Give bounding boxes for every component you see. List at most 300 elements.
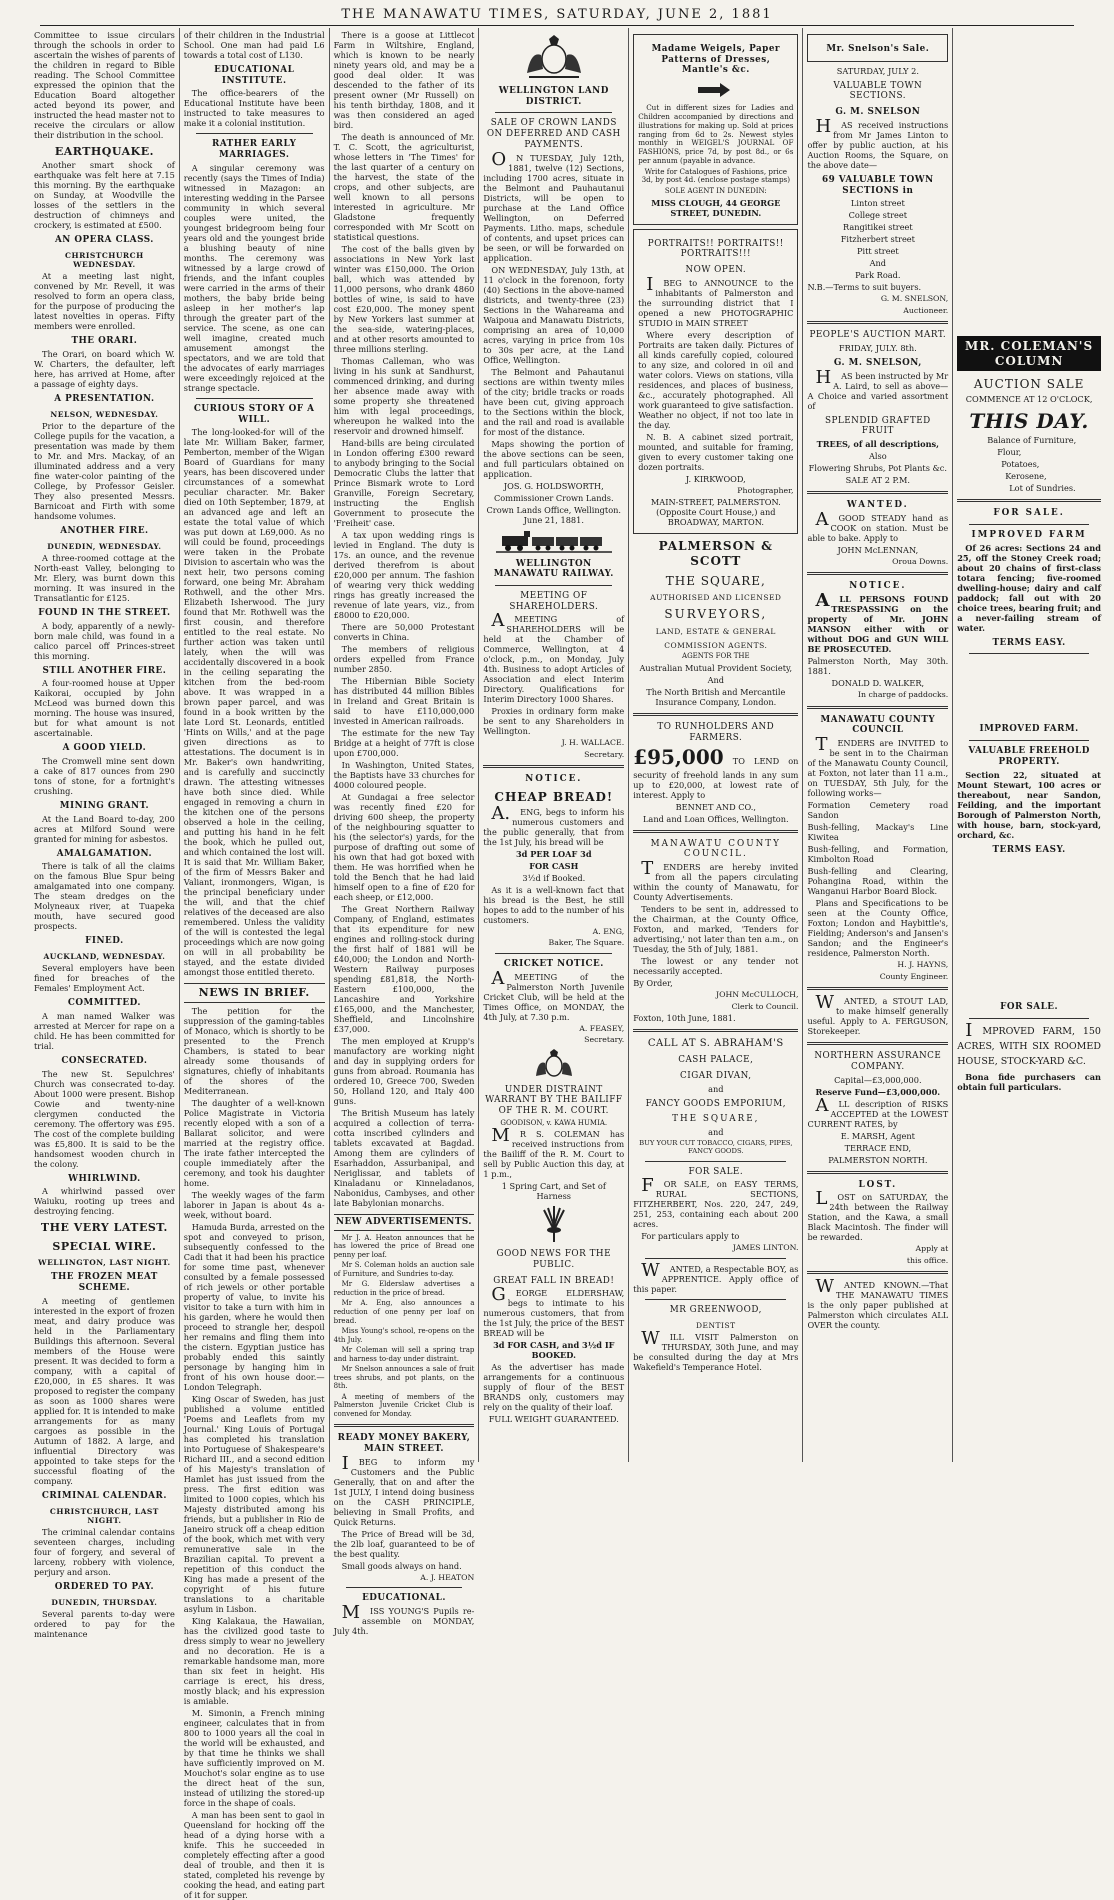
dateline: NELSON, WEDNESDAY. — [50, 409, 159, 419]
ad-text: Write for Catalogues of Fashions, price 3d, by post 4d. (enclose postage stamps) — [641, 166, 791, 185]
ad-heading: READY MONEY BAKERY, MAIN STREET. — [337, 1433, 471, 1455]
ad-heading: WELLINGTON LAND DISTRICT. — [498, 86, 609, 107]
ad-heading: PORTRAITS!! PORTRAITS!! PORTRAITS!!! — [647, 238, 784, 260]
ad-text: ALL description of RISKS ACCEPTED at the LOWEST CURRENT RATES, by — [807, 1094, 949, 1129]
headline: AMALGAMATION. — [56, 848, 153, 859]
ad-heading: NORTHERN ASSURANCE COMPANY. — [814, 1051, 942, 1072]
article-text: A three-roomed cottage at the North-east Valley, belonging to Mr. Elery, was burnt down this morning. It was insured in the Transatlantic for £125. — [34, 552, 175, 603]
headline: THE VERY LATEST. — [40, 1221, 168, 1235]
ad-text: The Belmont and Pahautanui sections are within twenty miles of the city; bridle tracks or roads have been cut, giving approach to the Sections within the block, and the rail and road is available for most of the distance. — [483, 366, 625, 437]
ad-heading: Madame Weigels, Paper Patterns of Dresses, Mantle's &c. — [651, 44, 781, 76]
notice-text: A meeting of members of the Palmerston Juvenile Cricket Club is convened for Monday. — [333, 1392, 475, 1418]
ad-heading: AUCTION SALE — [973, 377, 1085, 392]
divider — [807, 321, 948, 324]
price-line: 3d PER LOAF 3d — [515, 848, 592, 859]
column-4 — [479, 28, 629, 1462]
ad-signature: J. H. WALLACE. — [561, 738, 625, 748]
ad-text: ON WEDNESDAY, July 13th, at 11 o'clock in the forenoon, forty (40) Sections in the above-named districts, and twenty-three (23) Sections in the Wahareama and Waipoua and Manawatu Districts, comprising an area of 10,000 acres, varying in price from 10s to 30s per acre, at the Land Office, Wellington. — [483, 264, 625, 365]
headline: THE ORARI. — [71, 336, 138, 347]
divider — [495, 953, 612, 954]
headline: FINED. — [85, 936, 124, 947]
headline: COMMITTED. — [67, 998, 141, 1009]
article-text: The members of religious orders expelled from France number 2850. — [333, 644, 475, 674]
article-text: A singular ceremony was recently (says the Times of India) witnessed in Mazagon: an interesting wedding in the Parsee community in which several couples were united, the youngest bridegroom being four years old and the youngest bride a blushing beauty of nine months. The ceremony was witnessed by a large crowd of friends, and the infant couples were carried in the arms of their mothers, the baby bride being asleep in her mother's lap through the greater part of the service. The scene, as one can well imagine, created much amusement amongst the spectators, and we are told that the advocates of early marriages were exceedingly rejoiced at the strange spectacle. — [183, 162, 325, 393]
headline: EARTHQUAKE. — [54, 145, 154, 158]
ad-signature: Land and Loan Offices, Wellington. — [643, 813, 789, 824]
price-line: 3d FOR CASH, and 3½d IF BOOKED. — [493, 1340, 615, 1361]
ad-heading: FOR SALE. — [1000, 1002, 1059, 1013]
article-text: At a meeting last night, convened by Mr. Revell, it was resolved to form an opera class, for the purpose of producing the latest novelties in operas. Fifty members were enrolled. — [34, 271, 175, 332]
loan-amount: £95,000 — [633, 745, 724, 770]
ad-text: FOR SALE, on EASY TERMS, RURAL SECTIONS, FITZHERBERT, Nos. 220, 247, 249, 251, 253, containing each about 200 acres. — [633, 1175, 799, 1230]
ad-heading: UNDER DISTRAINT WARRANT BY THE BAILIFF OF THE R. M. COURT. — [485, 1084, 623, 1116]
headline: A PRESENTATION. — [54, 394, 155, 405]
notice-text: Mr G. Elderslaw advertises a reduction in the price of bread. — [333, 1280, 475, 1297]
ad-heading: Mr. Snelson's Sale. — [826, 44, 930, 54]
ad-text: Reserve Fund—£3,000,000. — [815, 1086, 941, 1097]
ad-heading: GOOD NEWS FOR THE PUBLIC. — [496, 1249, 612, 1270]
divider — [969, 740, 1089, 741]
ad-signature: H. J. HAYNS, — [897, 960, 949, 970]
ad-heading: SURVEYORS, — [664, 607, 768, 622]
headline: A GOOD YIELD. — [62, 743, 147, 754]
article-text: There is talk of all the claims on the famous Blue Spur being amalgamated into one company. The steam dredges on the Molyneaux river, at Tuapeka mouth, have secured good prospects. — [34, 861, 175, 932]
ad-signature: TERRACE END, — [844, 1142, 912, 1153]
ad-text: Small goods always on hand. — [341, 1560, 462, 1571]
divider — [807, 1271, 948, 1274]
ad-text: Maps showing the portion of the above sections can be seen, and full particulars obtained on application. — [483, 438, 625, 479]
ad-heading: FOR SALE. — [993, 508, 1065, 519]
blank-space — [957, 659, 1101, 719]
ad-text: TENDERS are hereby invited from all the papers circulating within the county of Manawatu, for County Advertisements. — [633, 858, 799, 903]
ad-heading: SALE OF CROWN LANDS ON DEFERRED AND CASH PAYMENTS. — [486, 118, 621, 150]
article-text: Several parents to-day were ordered to pay for the maintenance — [34, 1608, 175, 1639]
ad-box — [633, 229, 798, 535]
ad-heading: MR GREENWOOD, — [669, 1304, 762, 1315]
ad-text: The lowest or any tender not necessarily accepted. — [633, 956, 799, 977]
ad-text: N. B. A cabinet sized portrait, mounted, and suitable for framing, given to every customer taking one dozen portraits. — [638, 431, 794, 472]
street-item: Fitzherbert street — [840, 234, 915, 245]
newspaper-page — [30, 28, 1105, 1900]
ad-heading: IMPROVED FARM. — [979, 724, 1079, 735]
divider — [196, 133, 313, 134]
royal-crest-icon — [519, 33, 589, 81]
article-text: of their children in the Industrial School. One man had paid L6 towards a total cost of L130. — [183, 30, 325, 60]
ad-signature: J. KIRKWOOD, — [685, 473, 746, 484]
ad-text: HAS been instructed by Mr A. Laird, to sell as above— A Choice and varied assortment of — [807, 366, 949, 411]
headline: NEW ADVERTISEMENTS. — [334, 1214, 475, 1231]
headline: CURIOUS STORY OF A WILL. — [193, 403, 315, 425]
ad-heading: THIS DAY. — [969, 408, 1089, 433]
ad-text: WANTED, a STOUT LAD, to make himself generally useful. Apply to A. FERGUSON, Storekeeper. — [807, 992, 949, 1037]
divider — [807, 572, 948, 575]
ad-heading: CASH PALACE, — [678, 1055, 754, 1066]
headline: NEWS IN BRIEF. — [184, 983, 325, 1002]
column-2 — [180, 28, 330, 1900]
divider — [957, 499, 1101, 502]
headline: EDUCATIONAL INSTITUTE. — [214, 65, 295, 86]
headline: RATHER EARLY MARRIAGES. — [212, 139, 297, 161]
ad-heading: CIGAR DIVAN, — [680, 1071, 752, 1081]
dateline: DUNEDIN, THURSDAY. — [51, 1597, 158, 1607]
ad-heading: FOR SALE. — [688, 1166, 744, 1177]
ad-heading: MEETING OF SHAREHOLDERS. — [509, 591, 599, 612]
ad-text: Also — [869, 451, 887, 462]
article-text: A body, apparently of a newly-born male child, was found in a calico parcel off Princes-street this morning. — [34, 620, 175, 661]
ad-text: As it is a well-known fact that his bread is the Best, he still hopes to add to the number of his customers. — [483, 884, 625, 925]
works-item: Bush-felling, and Formation, Kimbolton Road — [807, 844, 949, 865]
notice-text: Miss Young's school, re-opens on the 4th July. — [333, 1327, 475, 1344]
street-item: College street — [848, 210, 908, 221]
works-item: Bush-felling and Clearing, Pohangina Road, within the Wanganui Harbor Board Block. — [807, 866, 949, 897]
ad-heading: CHEAP BREAD! — [494, 790, 614, 805]
divider — [645, 1161, 786, 1162]
column-7 — [953, 28, 1105, 1462]
ad-text: Palmerston North, May 30th. 1881. — [807, 656, 949, 677]
column-1 — [30, 28, 180, 1639]
ad-signature: this office. — [906, 1255, 949, 1265]
ad-heading: AUTHORISED AND LICENSED — [650, 593, 782, 603]
headline: THE FROZEN MEAT SCHEME. — [50, 1272, 158, 1294]
ad-text: TENDERS are INVITED to be sent in to the Chairman of the Manawatu County Council, at Foxton, not later than 11 a.m., on TUESDAY, 5th July, for the following works— — [807, 734, 949, 799]
price-line: FOR CASH — [529, 860, 579, 871]
ad-heading: PEOPLE'S AUCTION MART. — [809, 330, 947, 341]
headline: FOUND IN THE STREET. — [38, 607, 171, 618]
ad-heading: MANAWATU COUNTY COUNCIL — [820, 714, 936, 736]
ad-text: Bona fide purchasers can obtain full particulars. — [957, 1071, 1101, 1092]
ad-heading: FANCY GOODS EMPORIUM, — [645, 1098, 787, 1109]
ad-text: SOLE AGENT IN DUNEDIN: — [664, 187, 767, 196]
divider — [969, 1018, 1089, 1019]
article-text: The criminal calendar contains seventeen charges, including four of forgery, and several of larceny, robbery with violence, perjury and arson. — [34, 1526, 175, 1577]
ad-heading: MANAWATU COUNTY COUNCIL. — [650, 838, 781, 860]
ad-text: IBEG to inform my Customers and the Public Generally, that on and after the 1st JULY, I intend doing business on the CASH PRINCIPLE, believing in Small Profits, and Quick Returns. — [333, 1452, 475, 1527]
ad-signature: A. ENG, — [592, 926, 625, 936]
notice-text: Mr A. Eng, also announces a reduction of one penny per loaf on bread. — [333, 1299, 475, 1325]
hand-pointing-icon — [696, 79, 736, 101]
ad-signature: Secretary. — [584, 749, 625, 759]
ad-signature: MAIN-STREET, PALMERSTON. (Opposite Court House,) and BROADWAY, MARTON. — [650, 497, 781, 528]
article-text: Another smart shock of earthquake was felt here at 7.15 this morning. By the earthquake on Sunday, at Woodville the losses of the settlers in the destruction of chimneys and crockery, is estimated at £500. — [34, 160, 175, 231]
ad-text: N.B.—Terms to suit buyers. — [807, 282, 922, 293]
ad-text: IBEG to ANNOUNCE to the inhabitants of Palmerston and the surrounding district that I opened a new PHOTOGRAPHIC STUDIO in MAIN STREET — [638, 273, 794, 328]
ad-signature: Oroua Downs. — [892, 556, 949, 566]
article-text: Hand-bills are being circulated in London offering £300 reward to anybody bringing to the Social Democratic Clubs the latter that Prince Bismark wrote to Lord Granville, Foreign Secretary, instructing the English Government to prosecute the 'Freiheit' case. — [333, 438, 475, 528]
ad-heading: WANTED. — [846, 500, 909, 511]
ad-signature: A. FEASEY, — [579, 1023, 625, 1033]
ad-heading: TERMS EASY. — [992, 844, 1066, 855]
ad-text: And — [707, 674, 725, 685]
ad-signature: A. J. HEATON — [420, 1572, 475, 1582]
article-text: The Cromwell mine sent down a cake of 817 ounces from 290 tons of stone, for a fortnight's crushing. — [34, 756, 175, 796]
notice-text: Mr Snelson announces a sale of fruit trees shrubs, and pot plants, on the 8th. — [333, 1365, 475, 1391]
article-text: Hamuda Burda, arrested on the spot and conveyed to prison, subsequently confessed to the Cadi that it had been his practice for some time past, whenever consulted by a female possessed of rich jewels or other portable property of value, to invite his visitor to take a turn with him in his garden, where he would then proceed to strangle her, despoil her remains and fling them into the cistern. Egyptian justice has probably ended this saintly personage by hanging him in front of his own house door.—London Telegraph. — [183, 1221, 325, 1392]
ad-heading: THE SQUARE, — [665, 573, 766, 588]
works-item: Bush-felling, Mackay's Line Kiwitea — [807, 822, 949, 843]
divider — [645, 1299, 786, 1300]
ad-heading: NOTICE. — [849, 581, 907, 592]
column-6 — [803, 28, 953, 1462]
headline: CRIMINAL CALENDAR. — [41, 1490, 167, 1501]
lot-item: Flour, — [997, 447, 1022, 458]
lot-item: Balance of Furniture, — [987, 435, 1077, 446]
divider — [645, 1258, 786, 1259]
ad-text: Where every description of Portraits are taken daily. Pictures of all kinds carefully copied, coloured to any size, and colored in oil and water colors. Views on stations, villa residences, and places of business, &c., accurately photographed. All work guaranteed to give satisfaction. Weather no object, if not too late in the day. — [638, 329, 794, 430]
ad-text: and — [708, 1127, 724, 1138]
article-text: The cost of the balls given by associations in New York last winter was £150,000. The Orion ball, which was attended by 11,000 persons, who drank 4860 bottles of wine, is said to have cost £20,000. The money spent by New Yorkers last summer at the sea-side, watering-places, and at other resorts amounted to three millions sterling. — [333, 244, 475, 354]
ad-heading: PALMERSON & SCOTT — [658, 539, 774, 568]
ad-heading: VALUABLE TOWN SECTIONS. — [833, 80, 923, 102]
article-text: A tax upon wedding rings is levied in England. The duty is 17s. an ounce, and the revenue derived therefrom is about £20,000 per annum. The fashion of wearing very thick wedding rings has greatly increased the revenue of late years, viz., from £8000 to £20,000. — [333, 530, 475, 620]
headline: SPECIAL WIRE. — [52, 1239, 157, 1253]
street-item: Park Road. — [855, 270, 901, 281]
lot-item: Potatoes, — [1001, 459, 1040, 470]
ad-signature: Photographer, — [737, 485, 794, 495]
ad-text: AGENTS FOR THE — [682, 652, 750, 661]
sale-date: FRIDAY, JULY. 8th. — [838, 343, 917, 354]
royal-crest-icon — [532, 1048, 576, 1080]
ad-signature: Clerk to Council. — [731, 1001, 799, 1011]
ad-text: COMMENCE AT 12 O'CLOCK, — [965, 393, 1093, 404]
ad-text: TO LEND on security of freehold lands in any sum up to £20,000, at lowest rate of interest. Apply to — [633, 756, 799, 800]
ad-text: ALL PERSONS FOUND TRESPASSING on the property of Mr. JOHN MANSON either with or without DOG and GUN WILL BE PROSECUTED. — [807, 590, 949, 655]
train-icon — [494, 528, 614, 554]
ad-text: The Price of Bread will be 3d, the 2lb loaf, guaranteed to be of the best quality. — [333, 1528, 475, 1559]
article-text: At the Land Board to-day, 200 acres at Milford Sound were granted for mining for asbestos. — [34, 813, 175, 844]
divider — [483, 765, 624, 768]
article-text: There is a goose at Littlecot Farm in Wiltshire, England, which is known to be nearly ninety years old, and may be a good deal older. It was descended to the father of its present owner (Mr Russell) on his tenth birthday, 1808, and it was then considered an aged bird. — [333, 30, 475, 130]
ad-text: WILL VISIT Palmerston on THURSDAY, 30th June, and may be consulted during the day at Mrs Wakefield's Temperance Hotel. — [633, 1327, 799, 1372]
divider — [807, 987, 948, 990]
article-text: King Kalakaua, the Hawaiian, has the civilized good taste to dress simply to wear no jewellery and no decoration. He is a remarkable handsome man, more than six feet in height. His carriage is erect, his dress, mostly black; and his expression is amiable. — [183, 1615, 325, 1706]
article-text: Thomas Calleman, who was living in his sunk at Sandhurst, commenced drinking, and during her absence made away with some property she threatened him with legal proceedings, whereupon he walked into the reservoir and drowned himself. — [333, 356, 475, 436]
article-text: A whirlwind passed over Waiuku, rooting up trees and destroying fencing. — [34, 1186, 175, 1217]
article-text: The Hibernian Bible Society has distributed 44 million Bibles in Ireland and Great Britain is said to have £110,000,000 invested in American railroads. — [333, 676, 475, 726]
ad-signature: By Order, — [633, 978, 673, 989]
article-text: A man named Walker was arrested at Mercer for rape on a child. He has been committed for trial. — [34, 1011, 175, 1052]
article-text: The new St. Sepulchres' Church was consecrated to-day. About 1000 were present. Bishop Cowie and twenty-nine clergymen conducted the ceremony. The offertory was £95. The cost of the complete building was £5,800. It is said to be the handsomest wooden church in the colony. — [34, 1068, 175, 1169]
ad-text: AMEETING of SHAREHOLDERS will be held at the Chamber of Commerce, Wellington, at 4 o'clock, p.m., on Monday, July 4th. Business to adopt Articles of Association and elect Interim Directory. Qualifications for Interim Directory 1000 Shares. — [483, 610, 625, 705]
ad-heading: VALUABLE FREEHOLD PROPERTY. — [968, 746, 1090, 767]
article-text: Committee to issue circulars through the schools in order to ascertain the wishes of parents of the children in regard to Bible reading. The School Committee expressed the opinion that the Education Board altogether acted beyond its power, and instructed the head master not to receive the circulars or allow their distribution in the school. — [34, 30, 175, 140]
article-text: The men employed at Krupp's manufactory are working night and day in supplying orders for guns from abroad. Roumania has ordered 10, Greece 700, Sweden 50, Holland 120, and Italy 400 guns. — [333, 1036, 475, 1106]
article-text: The petition for the suppression of the gaming-tables of Monaco, which is shortly to be presented to the French Chambers, is stated to bear already some thousands of signatures, chiefly of inhabitants of the shores of the Mediterranean. — [183, 1005, 325, 1096]
ad-signature: Apply at — [915, 1244, 949, 1254]
ad-signature: JAMES LINTON. — [732, 1243, 799, 1253]
notice-text: Mr J. A. Heaton announces that he has lowered the price of Bread one penny per loaf. — [333, 1233, 475, 1259]
article-text: In Washington, United States, the Baptists have 33 churches for 4000 coloured people. — [333, 760, 475, 790]
ad-text: AGOOD STEADY hand as COOK on station. Must be able to bake. Apply to — [807, 508, 949, 543]
column-banner: MR. COLEMAN'S COLUMN — [957, 336, 1101, 371]
ad-text: AMEETING of the Palmerston North Juvenile Cricket Club, will be held at the Times Office, on MONDAY, the 4th July, at 7.30 p.m. — [483, 967, 625, 1022]
article-text: Several employers have been fined for breaches of the Females' Employment Act. — [34, 963, 175, 994]
divider — [495, 112, 612, 113]
ad-heading: CALL AT S. ABRAHAM'S — [647, 1038, 784, 1050]
street-item: Rangitikei street — [842, 222, 913, 233]
ad-text: LOST on SATURDAY, the 24th between the Railway Station, and the Kawa, a small Black Macintosh. The finder will be rewarded. — [807, 1188, 949, 1243]
ad-text: Proxies in ordinary form make be sent to any Shareholders in Wellington. — [483, 706, 625, 737]
ad-heading: NOW OPEN. — [685, 265, 747, 276]
article-text: M. Simonin, a French mining engineer, calculates that in from 800 to 1000 years all the coal in the world will be exhausted, and by that time he thinks we shall have sufficiently improved on M. Mouchot's solar engine as to use the direct heat of the sun, instead of utilizing the stored-up force in the shape of coals. — [183, 1707, 325, 1808]
ad-signature: JOHN McLENNAN, — [837, 544, 919, 555]
ad-signature: Commissioner Crown Lands. — [494, 492, 614, 503]
ad-text: SALE AT 2 P.M. — [845, 475, 910, 486]
ad-signature: Baker, The Square. — [548, 938, 625, 948]
dateline: WELLINGTON, LAST NIGHT. — [38, 1258, 171, 1268]
ad-text: MISS YOUNG'S Pupils re-assemble on MONDAY, July 4th. — [333, 1602, 475, 1636]
article-text: The Great Northern Railway Company, of England, estimates that its expenditure for new engines and rolling-stock during the first half of 1881 will be £40,000; the London and North-Western Railway purposes spending £81,818, the North-Eastern £100,000, the Lancashire and Yorkshire £165,000, and the Manchester, Sheffield, and Lincolnshire £37,000. — [333, 904, 475, 1034]
ad-text: WANTED KNOWN.—That THE MANAWATU TIMES is the only paper published at Palmerston which circulates ALL OVER the county. — [807, 1276, 949, 1331]
ad-heading: TO RUNHOLDERS AND FARMERS. — [657, 721, 775, 743]
ad-signature: E. MARSH, Agent — [840, 1130, 915, 1141]
divider — [969, 653, 1089, 654]
case-title: GOODISON, v. KAWA HUMIA. — [500, 1118, 608, 1127]
sale-date: SATURDAY, JULY 2. — [836, 65, 919, 76]
ad-heading: WELLINGTON MANAWATU RAILWAY. — [493, 558, 614, 580]
article-text: The death is announced of Mr. T. C. Scott, the agriculturist, whose letters in 'The Times' for the last quarter of a century on the harvest, the state of the crops, and other subjects, are well known to all persons interested in agriculture. Mr Gladstone frequently corresponded with Mr Scott on statistical questions. — [333, 132, 475, 242]
ad-text: GEORGE ELDERSHAW, begs to intimate to his numerous customers, that from the 1st July, the price of the BEST BREAD will be — [483, 1284, 625, 1339]
divider — [495, 585, 612, 586]
ad-heading: SPLENDID GRAFTED FRUIT — [824, 415, 931, 437]
ad-text: IMPROVED FARM, 150 ACRES, WITH SIX ROOMED HOUSE, STOCK-YARD &C. — [957, 1020, 1101, 1068]
ad-text: Plans and Specifications to be seen at the County Office, Foxton; London and Haybittle's, Fielding; Anderson's and Jansen's Sandon; and the Engineer's residence, Palmerston North. — [807, 898, 949, 959]
ad-text: The North British and Mercantile Insurance Company, London. — [646, 686, 786, 707]
ad-box — [807, 34, 948, 62]
lot-item: Kerosene, — [1005, 471, 1047, 482]
divider — [334, 1424, 475, 1427]
headline: WHIRLWIND. — [68, 1173, 141, 1184]
headline: ORDERED TO PAY. — [54, 1581, 155, 1592]
ad-signature: G. M. SNELSON, — [880, 294, 949, 304]
divider — [346, 1587, 463, 1588]
ad-text: A.ENG, begs to inform his numerous customers and the public generally, that from the 1st July, his bread will be — [483, 802, 625, 847]
divider — [807, 1042, 948, 1045]
ad-text: For particulars apply to — [641, 1231, 740, 1242]
ad-heading: GREAT FALL IN BREAD! — [493, 1275, 615, 1286]
ad-heading: LOST. — [858, 1179, 898, 1190]
ad-text: HAS received instructions from Mr James Linton to offer by public auction, at his Auction Rooms, the Square, on the above date— — [807, 115, 949, 170]
article-text: The British Museum has lately acquired a collection of terra-cotta inscribed cylinders and tablets excavated at Bagdad. Among them are cylinders of Esarhaddon, Assurbanipal, and Neriglissar, and tablets of Kinaladanu or Kinneladanos, Nabonidus, Cambyses, and other late Babylonian monarchs. — [333, 1108, 475, 1208]
ad-heading: 69 VALUABLE TOWN SECTIONS in — [821, 174, 934, 196]
headline: AN OPERA CLASS. — [54, 235, 154, 246]
ad-signature: PALMERSTON NORTH. — [828, 1154, 928, 1165]
divider — [633, 713, 798, 716]
divider — [633, 1029, 798, 1032]
divider — [969, 524, 1089, 525]
ad-signature: DONALD D. WALKER, — [831, 678, 925, 689]
ad-signature: JOHN McCULLOCH, — [715, 990, 799, 1000]
ad-signature: Auctioneer. — [903, 305, 949, 315]
ad-heading: CRICKET NOTICE. — [503, 958, 604, 969]
ad-heading: COMMISSION AGENTS. — [664, 641, 768, 651]
price-line: 3½d if Booked. — [522, 872, 586, 883]
ad-signature: Secretary. — [584, 1035, 625, 1045]
ad-text: 1 Spring Cart, and Set of Harness — [501, 1181, 606, 1202]
article-text: The estimate for the new Tay Bridge at a height of 77ft is close upon £700,000. — [333, 728, 475, 758]
divider — [633, 830, 798, 833]
article-text: The long-looked-for will of the late Mr. William Baker, farmer, Pemberton, member of the Wigan Board of Guardians for many years, has been discovered under circumstances of a somewhat peculiar character. Mr. Baker died on 10th September, 1879, at an advanced age and left an estate the total value of which was put down at L69,000. As no will could be found, proceedings were taken in the Probate Division to ascertain who was the next heir, two persons coming forward, one being Mr. Abraham Rothwell, and the other Mrs. Elizabeth Isherwood. The jury found that Mr. Rothwell was the first cousin, and therefore entitled to the real estate. No further action was taken until lately, when the will was accidentally discovered in a book in the ceiling separating the kitchen from the bed-room above. It was wrapped in a brown paper parcel, and was found in a book written by the late Lord St. Leonards, entitled 'Hints on Wills,' and at the page given directions as to attestations. The document is in Mr. Baker's own handwriting, and is carefully and succinctly drawn. The attesting witnesses have both since died. While engaged in removing a churn in the kitchen one of the persons observed a hole in the ceiling, and putting his hand in he felt the book, which he pulled out, and which contained the lost will. It is said that Mr. William Baker, of the firm of Messrs Baker and Valiant, ironmongers, Wigan, is the principal beneficiary under the will, and that the chief relatives of the deceased are also remembered. Unless the validity of the will is contested the legal proceedings which are now going on will in all probability be stayed, and the estate divided amongst those entitled thereto. — [183, 427, 325, 978]
blank-space — [957, 30, 1101, 330]
article-text: King Oscar of Sweden, has just published a volume entitled 'Poems and Leaflets from my Journal.' King Louis of Portugal has completed his translation into Portuguese of Shakespeare's Richard III., and a second edition of his Majesty's translation of Hamlet has just issued from the press. The first edition was limited to 1000 copies, which his Majesty distributed among his friends, but a publisher in Rio de Janeiro struck off a cheap edition of the book, which met with very remunerative sale in the Brazilian capital. To prevent a repetition of this conduct the King has made a present of the copyright of his future translations to a charitable asylum in Lisbon. — [183, 1393, 325, 1614]
wheat-sheaf-icon — [532, 1204, 576, 1244]
ad-text: and — [708, 1083, 724, 1094]
blank-space — [957, 857, 1101, 997]
ad-signature: Foxton, 10th June, 1881. — [633, 1013, 736, 1024]
article-text: A meeting of gentlemen interested in the export of frozen meat, and dairy produce was held in the Parliamentary Buildings this afternoon. Several members of the House were present. It was decided to form a company, with a capital of £20,000, in £5 shares. It was proposed to register the company as soon as 1000 shares were applied for. It is intended to make arrangements for as many cargoes as possible in the Autumn of 1882. A large, and influential Directory was appointed to take steps for the successful floating of the company. — [34, 1295, 175, 1486]
ad-text: WANTED, a Respectable BOY, as APPRENTICE. Apply office of this paper. — [633, 1259, 799, 1294]
ad-text: Flowering Shrubs, Pot Plants &c. — [808, 463, 947, 474]
column-3 — [330, 28, 480, 1636]
ad-heading: IMPROVED FARM — [971, 529, 1087, 540]
ad-text: MR S. COLEMAN has received instructions from the Bailiff of the R. M. Court to sell by Public Auction this day, at 1 p.m., — [483, 1125, 625, 1180]
ad-text: Cut in different sizes for Ladies and Children accompanied by directions and illustrations for making up. Sold at prices ranging from 6d to 2s. Newest styles monthly in WEIGEL'S JOURNAL OF FASHIONS, price 7d, by post 8d., or 6s per annum (payable in advance. — [638, 103, 794, 165]
masthead: THE MANAWATU TIMES, SATURDAY, JUNE 2, 1881 — [40, 4, 1074, 26]
article-text: A four-roomed house at Upper Kaikorai, occupied by John McLeod was burned down this morning. The house was insured, but for what amount is not ascertainable. — [34, 678, 175, 739]
divider — [807, 491, 948, 494]
lot-item: Lot of Sundries. — [1009, 483, 1076, 494]
ad-signature: In charge of paddocks. — [857, 690, 949, 700]
ad-text: FULL WEIGHT GUARANTEED. — [488, 1414, 619, 1425]
divider — [807, 1171, 948, 1174]
headline: STILL ANOTHER FIRE. — [42, 665, 167, 676]
article-text: Prior to the departure of the College pupils for the vacation, a presentation was made by them to Mr. and Mrs. Mackay, of an illuminated address and a very fine water-color painting of the College, by Professor Geisler. They also presented Messrs. Barnicoat and Firth with some handsome volumes. — [34, 420, 175, 521]
ad-signature: Crown Lands Office, Wellington. June 21, 1881. — [486, 504, 622, 525]
article-text: The office-bearers of the Educational Institute have been instructed to take measures to make it a colonial institution. — [183, 88, 325, 129]
dateline: AUCKLAND, WEDNESDAY. — [43, 952, 166, 962]
article-text: The Orari, on board which W. W. Charters, the defaulter, left here, has arrived at Home, after a passage of eighty days. — [34, 349, 175, 390]
divider — [196, 398, 313, 399]
ad-heading: THE SQUARE, — [672, 1114, 760, 1125]
ad-text: ON TUESDAY, July 12th, 1881, twelve (12) Sections, including 1700 acres, situate in the Belmont and Pauhautanui Districts, will be open to purchase at the Land Office Wellington, on Deferred Payments. Litho. maps, schedule of contents, and upset prices can be seen, or will be forwarded on application. — [483, 148, 625, 263]
column-5 — [629, 28, 803, 1462]
ad-text: Section 22, situated at Mount Stewart, 100 acres or thereabout, near Sandon, Feilding, and the important Borough of Palmerston North, with house, barn, stock-yard, orchard, &c. — [957, 769, 1101, 840]
notice-text: Mr Coleman will sell a spring trap and harness to-day under distraint. — [333, 1346, 475, 1363]
street-item: Linton street — [850, 198, 905, 209]
ad-text: TREES, of all descriptions, — [816, 439, 940, 450]
ad-text: Of 26 acres: Sections 24 and 25, off the Stoney Creek road; about 20 chains of first-class totara fencing; five-roomed dwelling-house; dairy and calf paddock; fall out with 20 choice trees, bearing fruit; and a never-failing stream of water. — [957, 542, 1101, 633]
ad-signature: MISS CLOUGH, 44 GEORGE STREET, DUNEDIN. — [651, 197, 781, 218]
ad-text: Tenders to be sent in, addressed to the Chairman, at the County Office, Foxton, and marked, 'Tenders for advertising,' not later than ten a.m., on Tuesday, the 5th of July, 1881. — [633, 904, 799, 955]
ad-heading: G. M. SNELSON, — [833, 358, 922, 369]
headline: CONSECRATED. — [61, 1056, 148, 1067]
article-text: The weekly wages of the farm laborer in Japan is about 4s a-week, without board. — [183, 1189, 325, 1220]
dateline: CHRISTCHURCH, LAST NIGHT. — [49, 1506, 159, 1525]
headline: MINING GRANT. — [59, 801, 150, 811]
ad-text: As the advertiser has made arrangements for a continuous supply of flour of the BEST BRANDS only, customers may rely on the quality of their loaf. — [483, 1362, 625, 1413]
ad-heading: G. M. SNELSON — [835, 107, 921, 118]
article-text: The daughter of a well-known Police Magistrate in Victoria recently eloped with a son of a Ballarat solicitor, and were married at the registry office. The irate father intercepted the couple immediately after the ceremony, and took his daughter home. — [183, 1097, 325, 1188]
dateline: CHRISTCHURCH WEDNESDAY. — [65, 251, 144, 270]
ad-text: Capital—£3,000,000. — [834, 1074, 922, 1085]
ad-text: Australian Mutual Provident Society, — [639, 662, 793, 673]
ad-heading: LAND, ESTATE & GENERAL — [655, 627, 776, 637]
ad-heading: DENTIST — [695, 1320, 736, 1330]
ad-signature: BENNET AND CO., — [675, 801, 756, 812]
dateline: DUNEDIN, WEDNESDAY. — [47, 541, 162, 551]
ad-heading: EDUCATIONAL. — [362, 1593, 446, 1604]
ad-signature: JOS. G. HOLDSWORTH, — [503, 480, 604, 491]
ad-heading: NOTICE. — [525, 774, 583, 785]
ad-heading: TERMS EASY. — [992, 637, 1066, 648]
ad-box — [633, 34, 798, 225]
headline: ANOTHER FIRE. — [60, 525, 149, 536]
street-item: Pitt street — [856, 246, 899, 257]
article-text: There are 50,000 Protestant converts in China. — [333, 622, 475, 642]
divider — [807, 706, 948, 709]
works-item: Formation Cemetery road Sandon — [807, 800, 949, 821]
street-item: And — [869, 258, 887, 269]
notice-text: Mr S. Coleman holds an auction sale of Furniture, and Sundries to-day. — [333, 1261, 475, 1278]
